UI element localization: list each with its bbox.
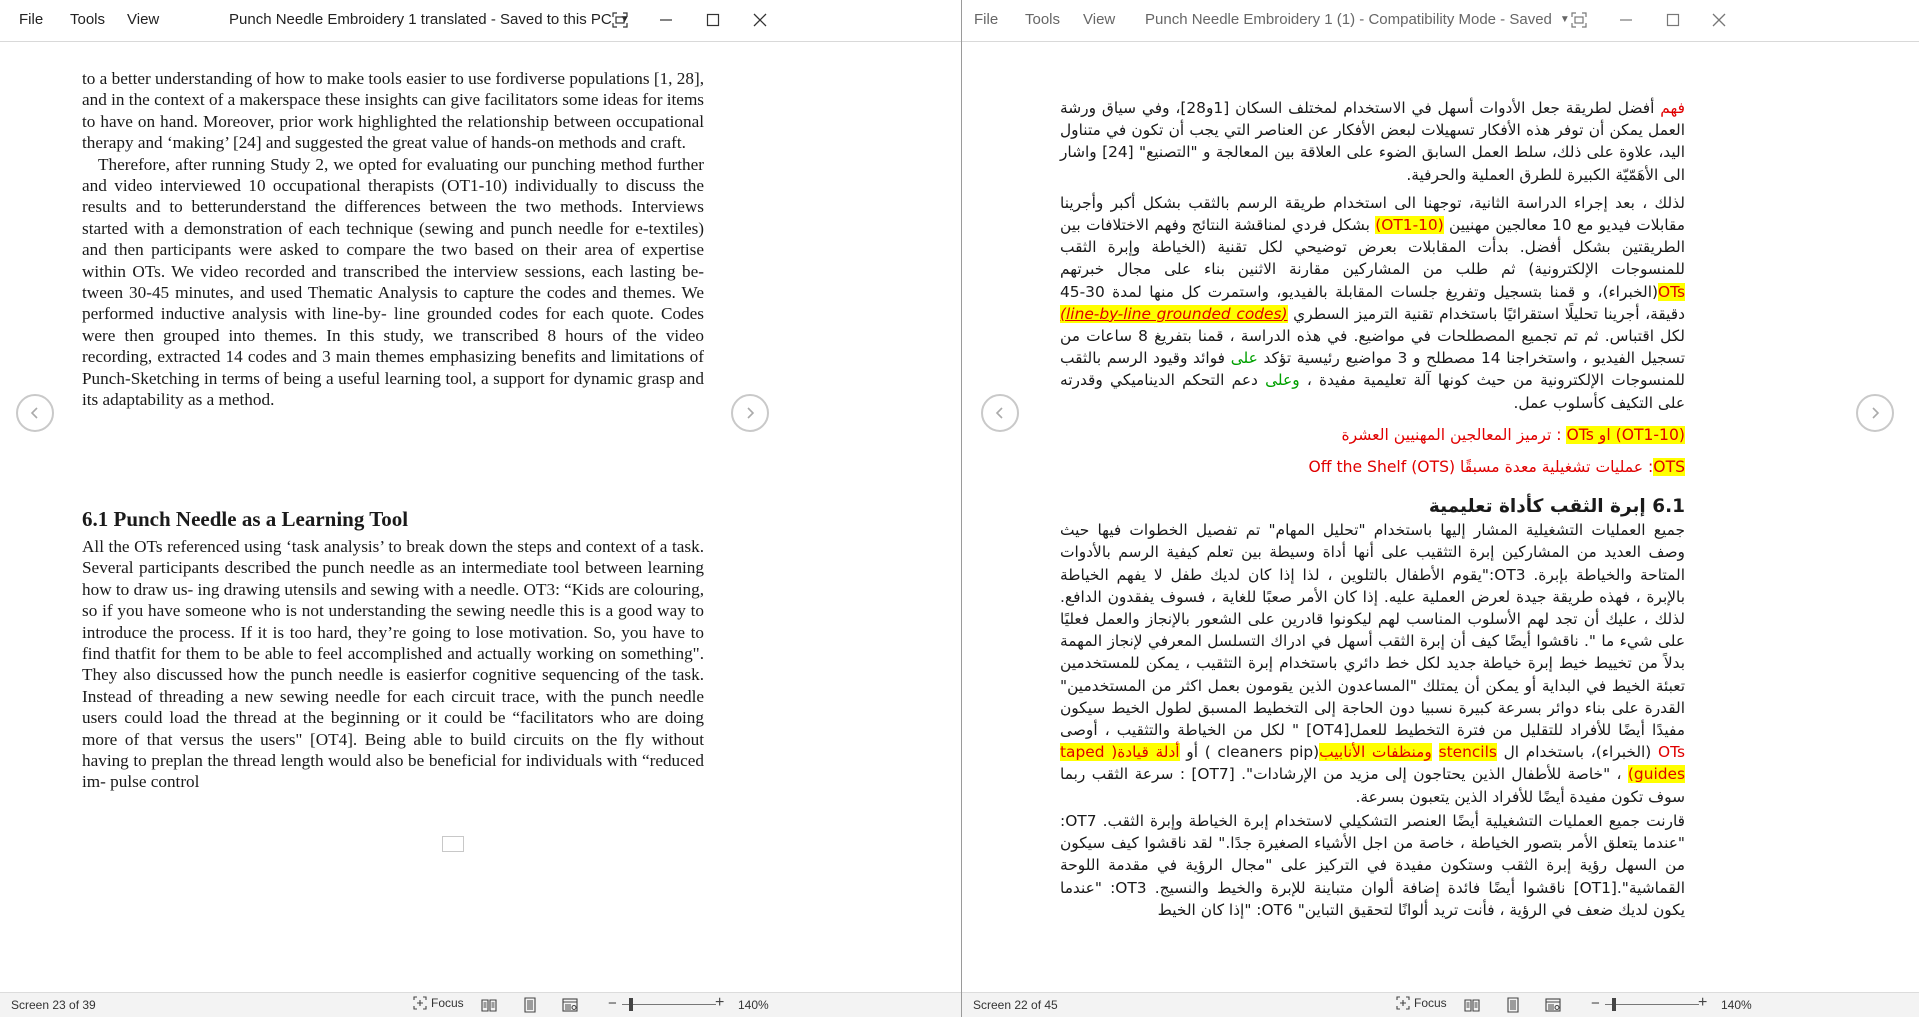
web-layout-button[interactable] xyxy=(562,997,578,1013)
focus-label: Focus xyxy=(1414,996,1447,1010)
page-content xyxy=(1060,97,1685,921)
chevron-down-icon: ▼ xyxy=(1559,14,1570,25)
highlight: OTs xyxy=(1658,282,1685,301)
focus-icon xyxy=(1396,996,1410,1010)
web-layout-icon xyxy=(562,997,578,1013)
fit-to-screen-button[interactable] xyxy=(597,4,643,36)
page-content xyxy=(82,68,704,411)
zoom-out-button[interactable]: − xyxy=(1591,995,1600,1012)
section-heading: 6.1 Punch Needle as a Learning Tool xyxy=(82,507,409,531)
document-name: Punch Needle Embroidery 1 translated xyxy=(229,11,487,28)
save-status: Saved to this PC xyxy=(500,11,612,28)
document-view[interactable] xyxy=(962,42,1919,993)
footnote: (OT1-10) او OTs : ترميز المعالجين المهنيين العشرة xyxy=(1341,425,1685,444)
read-mode-button[interactable] xyxy=(481,997,497,1013)
minimize-icon xyxy=(1619,13,1633,27)
fit-to-screen-button[interactable] xyxy=(1556,4,1602,36)
zoom-level[interactable]: 140% xyxy=(1721,998,1752,1012)
zoom-slider-track[interactable] xyxy=(1605,1004,1699,1005)
red-text: فهم xyxy=(1660,99,1685,117)
page-icon xyxy=(522,997,538,1013)
zoom-out-button[interactable]: − xyxy=(608,995,617,1012)
previous-page-button[interactable] xyxy=(981,394,1019,432)
zoom-in-button[interactable]: + xyxy=(1698,994,1708,1011)
footnote: OTS: عمليات تشغيلية معدة مسبقًا Off the Shelf (OTS) xyxy=(1308,458,1685,477)
chevron-right-icon xyxy=(1868,406,1882,420)
minimize-icon xyxy=(659,13,673,27)
paragraph: لذلك ، بعد إجراء الدراسة الثانية، توجهنا الى استخدام طريقة الرسم بالثقب بشكل أكبر وأجرينا مقابلات فيديو مع 10 معالجين مهنيين (OT1-10) بشكل فردي لمناقشة النتائج وفهم الاختلافات بين الطريقتين بشكل أفضل. بدأت المقابلات بعرض توضيحي لكل تقنية (الخياطة وإبرة الثقب للمنسوجات الإلكترونية) ثم طلب من المشاركين مقارنة الاثنين بناء على مجال خبرتهم OTs(الخبراء)، و قمنا بتسجيل وتفريغ جلسات المقابلة بالفيديو، واستمرت كل منها لمدة 30-45 دقيقة، أجرينا تحليلًا استقرائيًا باستخدام تقنية الترميز السطري (line-by-line grounded codes) لكل اقتباس. ثم تم تجميع المصطلحات في مواضيع. في هذه الدراسة ، قمنا بتفريغ 8 ساعات من تسجيل الفيديو ، واستخراجنا 14 مصطلح و 3 مواضيع رئيسية تؤكد على فوائد وقيود الرسم بالثقب للمنسوجات الإلكترونية من حيث كونها آلة تعليمية مفيدة ، وعلى دعم التحكم الديناميكي وقدرته على التكيف كأسلوب عمل. xyxy=(1060,193,1686,412)
red-text: OTs xyxy=(1658,743,1686,762)
screen-counter: Screen 22 of 45 xyxy=(973,998,1058,1012)
document-view[interactable] xyxy=(0,42,961,993)
maximize-button[interactable] xyxy=(690,4,736,36)
page-scroll-indicator xyxy=(442,836,464,852)
status-bar xyxy=(0,992,961,1017)
zoom-slider-thumb[interactable] xyxy=(1612,998,1616,1011)
menu-file[interactable]: File xyxy=(974,11,999,28)
zoom-in-button[interactable]: + xyxy=(715,994,725,1011)
title-bar xyxy=(0,0,961,42)
green-text: على xyxy=(1230,349,1258,368)
highlight: OTS xyxy=(1653,458,1685,477)
highlight: (OT1-10) xyxy=(1375,216,1444,235)
zoom-slider-thumb[interactable] xyxy=(629,998,633,1011)
paragraph: Therefore, after running Study 2, we opted for evaluating our punching method further and video interviewed 10 occupational therapists (OT1-10) individually to discuss the results and to betterunderstand the differences between the two methods. Interviews started with a demonstration of each technique (sewing and punch needle for e-textiles) and then participants were asked to compare the two based on their area of expertise within OTs. We video recorded and transcribed the interview sessions, each lasting be- tween 30-45 minutes, and used Thematic Analysis to capture the codes and themes. We performed inductive analysis with line-by- line grounded codes for each quote. Codes were then grouped into themes. In this study, we transcribed 8 hours of the video recording, extracted 14 codes and 3 main themes emphasizing benefits and limitations of Punch-Sketching in terms of being a useful learning tool, a support for dynamic grasp and its adaptability as a method. xyxy=(82,154,704,410)
screen-counter: Screen 23 of 39 xyxy=(11,998,96,1012)
highlight: ومنظفات الأنابيب xyxy=(1319,743,1432,762)
print-layout-button[interactable] xyxy=(1505,997,1521,1013)
menu-view[interactable]: View xyxy=(127,11,160,28)
maximize-icon xyxy=(706,13,720,27)
book-icon xyxy=(1464,997,1480,1013)
web-layout-icon xyxy=(1545,997,1561,1013)
close-button[interactable] xyxy=(737,4,783,36)
document-title[interactable]: Punch Needle Embroidery 1 translated - Saved to this PC ▼ xyxy=(229,11,630,28)
chevron-right-icon xyxy=(743,406,757,420)
paragraph: All the OTs referenced using ‘task analysis’ to break down the steps and context of a task. Several participants described the punch needle as an intermediate tool between learning how to draw us- ing drawing utensils and sewing with a needle. OT3: “Kids are colouring, so if you have someone who is not understanding the sewing needle this is a good way to introduce the process. If it is too hard, they’re going to lose motivation. So, you have to find thatfit for them to be able to feel accomplished and actually working on something". They also discussed how the punch needle is easierfor cognitive sequencing of the task. Instead of threading a new sewing needle for each circuit trace, with the punch needle users could load the thread at the beginning or it could be “facilitators who are doing more of that versus the users" [OT4]. Being able to build circuits on the fly without having to preplan the thread length would also be beneficial for individuals with “reduced im- pulse control xyxy=(82,537,704,792)
highlight: stencils xyxy=(1438,743,1497,762)
section-heading: 6.1 إبرة الثقب كأداة تعليمية xyxy=(1428,496,1685,518)
menu-view[interactable]: View xyxy=(1083,11,1116,28)
save-status: Saved xyxy=(1509,11,1552,28)
print-layout-button[interactable] xyxy=(522,997,538,1013)
section xyxy=(82,506,704,793)
highlight: (OT1-10) او OTs xyxy=(1566,425,1685,444)
minimize-button[interactable] xyxy=(1603,4,1649,36)
fit-screen-icon xyxy=(1571,12,1587,28)
book-icon xyxy=(481,997,497,1013)
paragraph: جميع العمليات التشغيلية المشار إليها باستخدام "تحليل المهام" تم تفصيل الخطوات فيها حيث وصف العديد من المشاركين إبرة التثقيب على أنها أداة وسيطة بين تعلم كيفية الرسم بالأدوات المتاحة والخياطة بإبرة. OT3:"يقوم الأطفال بالتلوين ، لذا إذا كان لديك طفل لا يفهم الخياطة بالإبرة ، فهذه طريقة جيدة لعرض العملية عليه. إذا كان الأمر صعبًا للغاية ، فسوف يفقدون الدافع. لذلك ، عليك أن تجد لهم الأسلوب المناسب لهم ليكونوا قادرين على الشعور بالإنجاز والعمل فعليًا على شيء ما ". ناقشوا أيضًا كيف أن إبرة الثقب أسهل في ادراك التسلسل المعرفي لإنجاز المهمة بدلاً من تخييط خيط إبرة خياطة جديد لكل خط دائري باستخدام إبرة التثقيب ، يمكن للمستخدمين تعبئة الخيط في البداية أو يمكن أن يمتلك "المساعدون الذين يقومون بعمل اكثر من المستخدمين" القدرة على بناء دوائر بسرعة كبيرة نسبيا دون الحاجة إلى التخطيط المسبق لطول الخيط سيكون مفيدًا أيضًا للأفراد للتقليل من فترة التخطيط للعمل[OT4] " لكل من الخياطة والتثقيب ، أوصى OTs (الخبراء)، باستخدام ال stencils ومنظفات الأنابيب(cleaners pip ) أو أدلة قيادة( taped guides) ، "خاصة للأطفال الذين يحتاجون إلى مزيد من الإرشادات". [OT7] : سرعة الثقب ربما سوف تكون مفيدة أيضًا للأفراد الذين يتعبون بسرعة. xyxy=(1060,521,1686,806)
menu-tools[interactable]: Tools xyxy=(70,11,106,28)
minimize-button[interactable] xyxy=(643,4,689,36)
read-mode-button[interactable] xyxy=(1464,997,1480,1013)
next-page-button[interactable] xyxy=(731,394,769,432)
paragraph: فهم أفضل لطريقة جعل الأدوات أسهل في الاستخدام لمختلف السكان [1و28]، وفي سياق ورشة العمل يمكن أن توفر هذه الأفكار تسهيلات لبعض الأفكار عن العناصر التي يجب أن تكون في متناول اليد، علاوة على ذلك، سلط العمل السابق الضوء على العلاقة بين المعالجة و "التصنيع" [24] واشار الى الأهَمّيّة الكبيرة للطرق العملية والحرفية. xyxy=(1060,99,1685,184)
focus-icon xyxy=(413,996,427,1010)
zoom-slider-track[interactable] xyxy=(622,1004,716,1005)
paragraph: قارنت جميع العمليات التشغيلية أيضًا العنصر التشكيلي لاستخدام إبرة الخياطة وإبرة الثقب. OT7: "عندما يتعلق الأمر بتصور الخياطة ، خاصة من اجل الأشياء الصغيرة جدًا." لقد ناقشوا كيف سيكون من السهل رؤية إبرة الثقب وستكون مفيدة في التركيز على "مجال الرؤية في مقدمة اللوحة القماشية".[OT1] ناقشوا أيضًا فائدة إضافة ألوان متباينة للإبرة والخيط والنسيج. OT3: "عندما يكون لديك ضعف في الرؤية ، فأنت تريد ألوانًا لتحقيق التباين" OT6: "إذا كان الخيط xyxy=(1060,811,1686,919)
focus-label: Focus xyxy=(431,996,464,1010)
page-icon xyxy=(1505,997,1521,1013)
maximize-icon xyxy=(1666,13,1680,27)
compatibility-mode: Compatibility Mode xyxy=(1368,11,1497,28)
focus-button[interactable] xyxy=(413,996,464,1010)
document-name: Punch Needle Embroidery 1 (1) xyxy=(1145,11,1356,28)
web-layout-button[interactable] xyxy=(1545,997,1561,1013)
close-icon xyxy=(1712,13,1726,27)
status-bar xyxy=(962,992,1919,1017)
close-button[interactable] xyxy=(1696,4,1742,36)
highlight: (line-by-line grounded codes) xyxy=(1060,304,1288,323)
title-bar xyxy=(962,0,1919,42)
close-icon xyxy=(753,13,767,27)
highlight: أدلة قيادة( taped guides) xyxy=(1060,743,1685,784)
right-reader-window xyxy=(962,0,1919,1017)
next-page-button[interactable] xyxy=(1856,394,1894,432)
green-text: وعلى xyxy=(1265,371,1300,390)
chevron-left-icon xyxy=(28,406,42,420)
chevron-down-icon: ▼ xyxy=(619,14,630,25)
fit-screen-icon xyxy=(612,12,628,28)
document-title[interactable]: Punch Needle Embroidery 1 (1) - Compatibility Mode - Saved ▼ xyxy=(1145,11,1570,28)
maximize-button[interactable] xyxy=(1650,4,1696,36)
menu-file[interactable]: File xyxy=(19,11,44,28)
focus-button[interactable] xyxy=(1396,996,1447,1010)
paragraph: to a better understanding of how to make tools easier to use fordiverse populations [1, 28], and in the context of a makerspace these insights can give facilitators some ideas for items to have on hand. Moreover, prior work highlighted the relationship between occupational therapy and ‘making’ [24] and suggested the great value of hands-on methods and craft. xyxy=(82,69,704,153)
previous-page-button[interactable] xyxy=(16,394,54,432)
zoom-level[interactable]: 140% xyxy=(738,998,769,1012)
menu-tools[interactable]: Tools xyxy=(1025,11,1061,28)
chevron-left-icon xyxy=(993,406,1007,420)
